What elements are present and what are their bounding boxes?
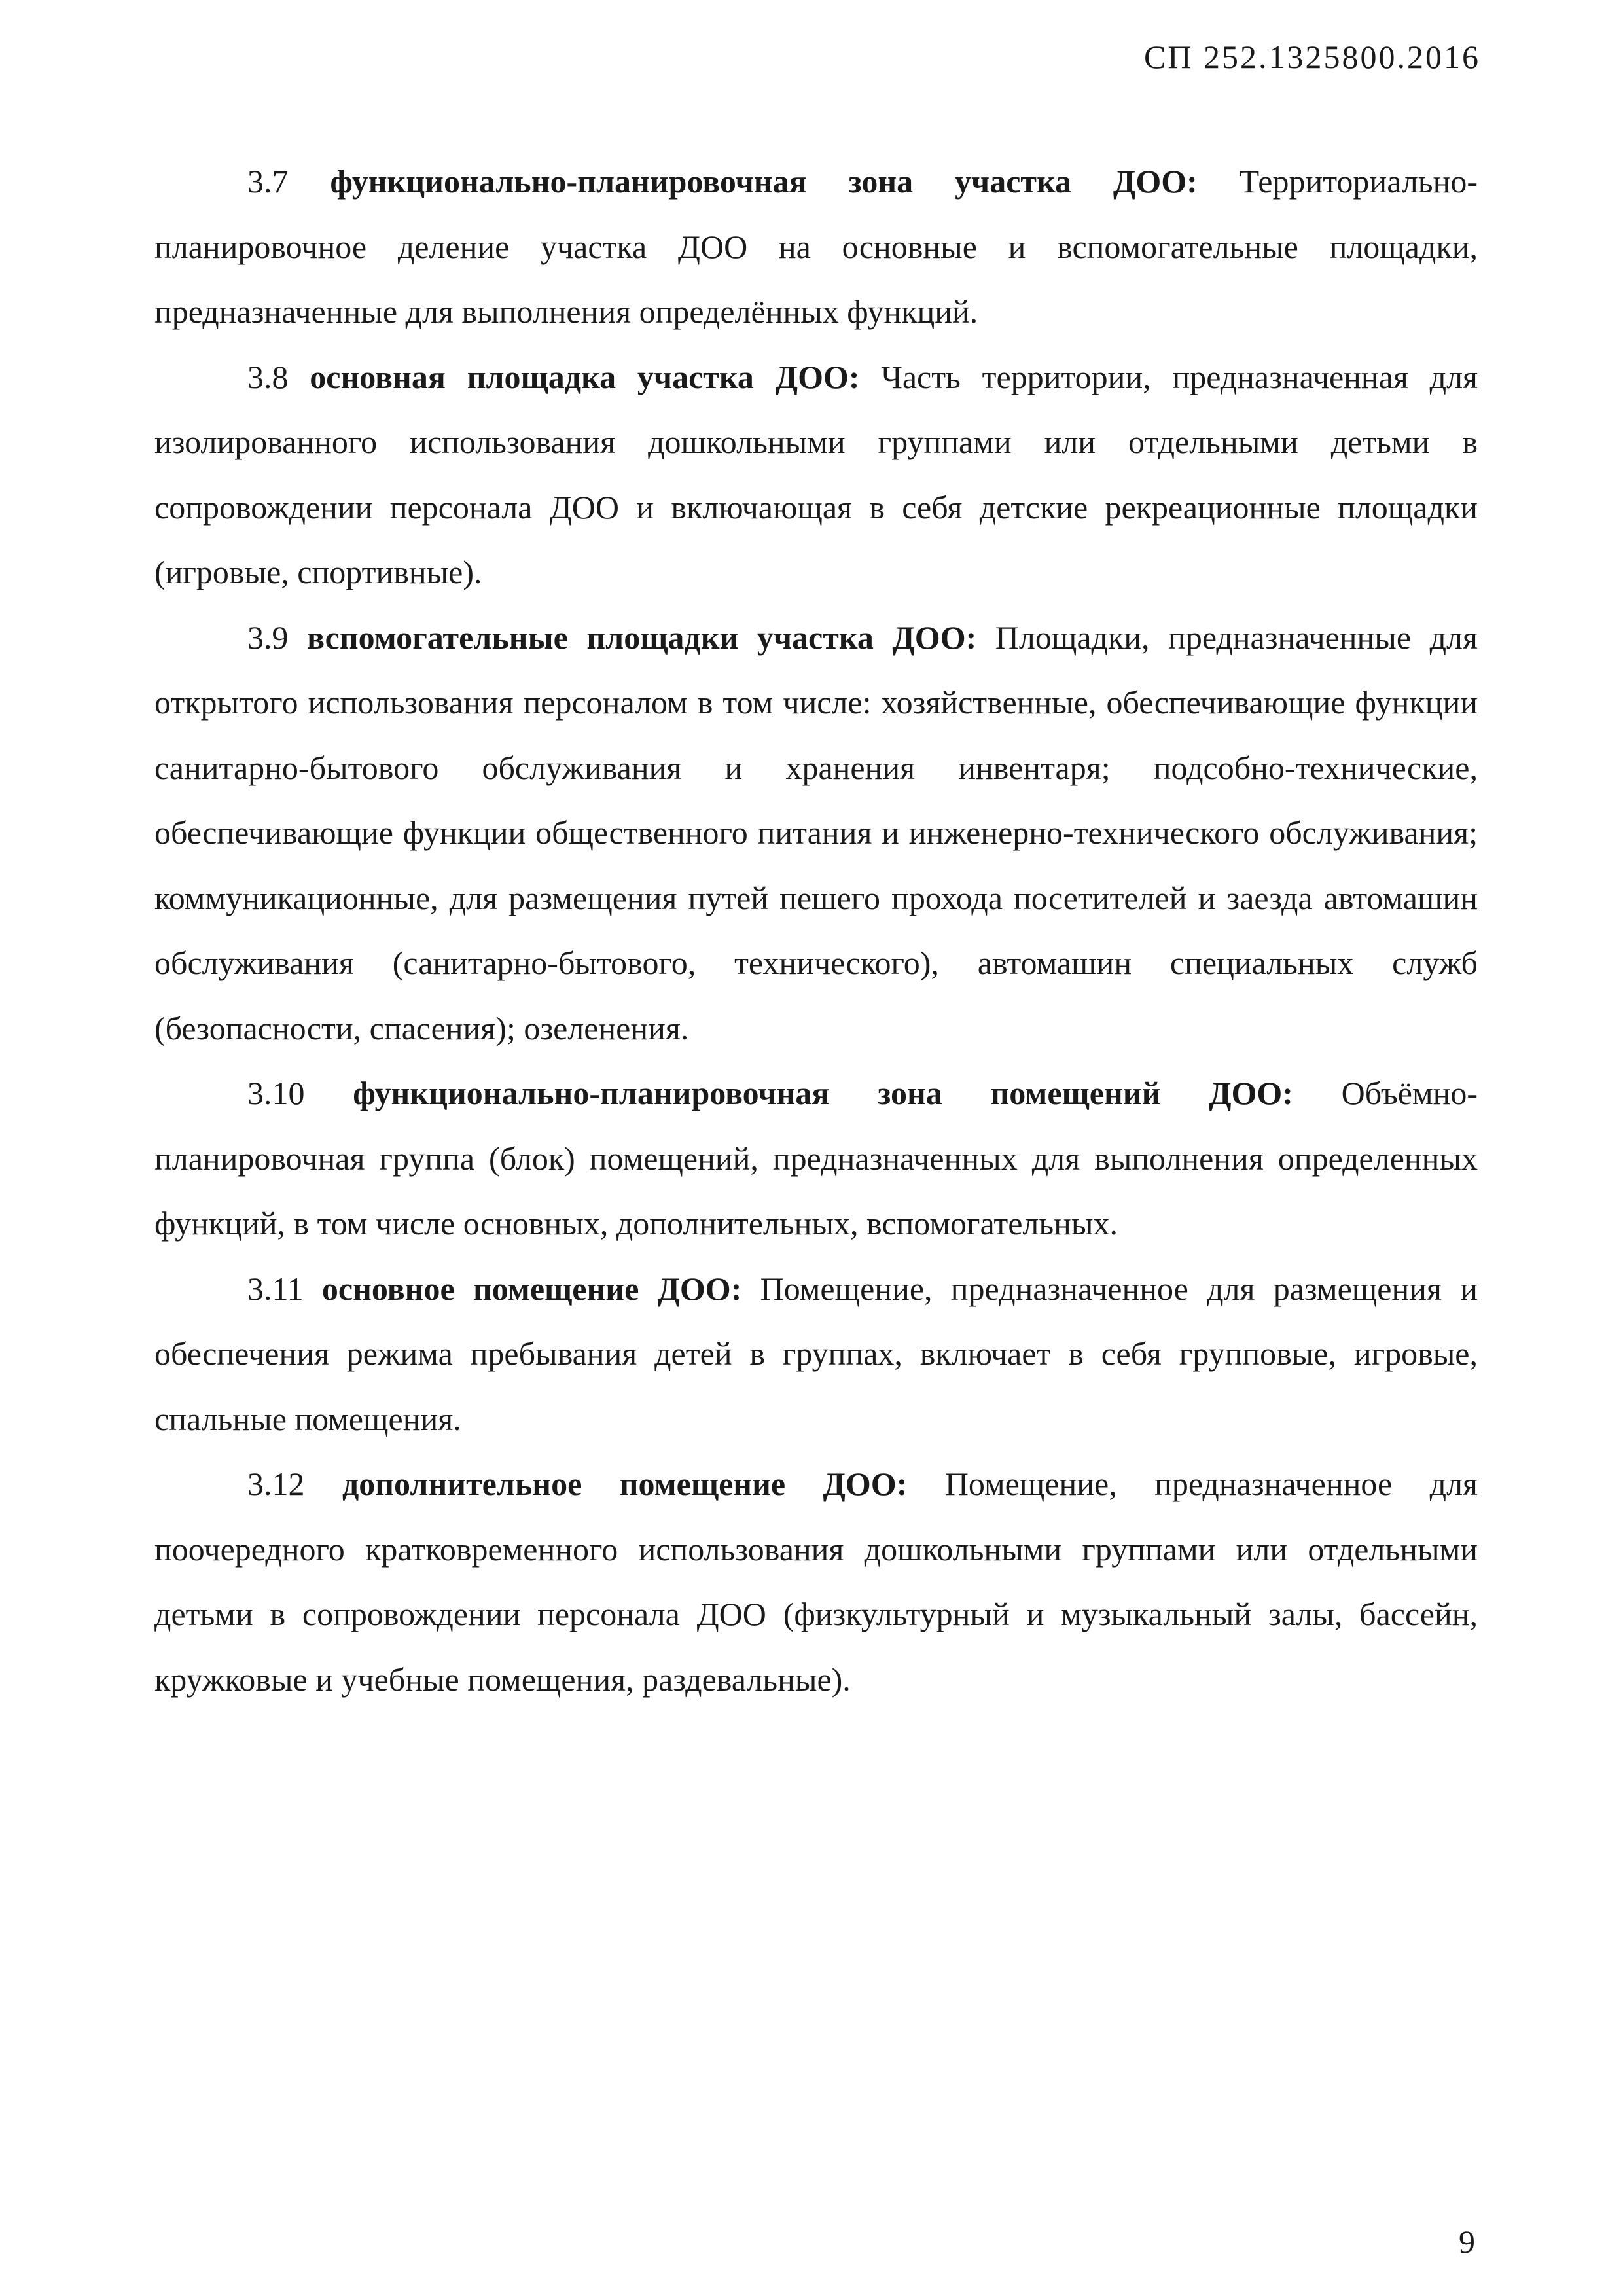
- term-number: 3.10: [247, 1075, 305, 1111]
- term-3-7: [154, 149, 1478, 345]
- term-title: дополнительное помещение ДОО:: [342, 1465, 908, 1502]
- term-title: основная площадка участка ДОО:: [310, 358, 860, 395]
- term-3-12: [154, 1452, 1478, 1712]
- term-title: вспомогательные площадки участка ДОО:: [307, 619, 977, 656]
- term-definition: Часть территории, предназначенная для изолированного использования дошкольными группами или отдельными детьми в сопровождении персонала ДОО и включающая в себя детские рекреационные площадки (игровые, спортивные).: [154, 358, 1478, 590]
- term-definition: Территориально-планировочное деление участка ДОО на основные и вспомогательные площадки, предназначенные для выполнения определённых функций.: [154, 163, 1478, 330]
- page-number: 9: [1459, 2223, 1475, 2260]
- term-3-11: [154, 1257, 1478, 1452]
- term-title: функционально-планировочная зона участка ДОО:: [330, 163, 1198, 200]
- document-code: СП 252.1325800.2016: [1144, 39, 1480, 75]
- term-3-9: [154, 605, 1478, 1062]
- term-title: основное помещение ДОО:: [321, 1270, 742, 1307]
- term-number: 3.9: [247, 619, 289, 656]
- term-title: функционально-планировочная зона помещений ДОО:: [353, 1075, 1293, 1111]
- term-number: 3.12: [247, 1465, 305, 1502]
- term-number: 3.8: [247, 358, 289, 395]
- term-number: 3.11: [247, 1270, 304, 1307]
- term-definition: Помещение, предназначенное для размещения и обеспечения режима пребывания детей в группах, включает в себя групповые, игровые, спальные помещения.: [154, 1270, 1478, 1437]
- term-number: 3.7: [247, 163, 289, 200]
- term-3-8: [154, 345, 1478, 605]
- term-3-10: [154, 1061, 1478, 1257]
- terms-section: [154, 149, 1478, 1712]
- term-definition: Площадки, предназначенные для открытого использования персоналом в том числе: хозяйственные, обеспечивающие функции санитарно-бытового обслуживания и хранения инвентаря; подсобно-технические, обеспечивающие функции общественного питания и инженерно-технического обслуживания; коммуникационные, для размещения путей пешего прохода посетителей и заезда автомашин обслуживания (санитарно-бытового, технического), автомашин специальных служб (безопасности, спасения); озеленения.: [154, 619, 1478, 1047]
- term-definition: Помещение, предназначенное для поочередного кратковременного использования дошкольными группами или отдельными детьми в сопровождении персонала ДОО (физкультурный и музыкальный залы, бассейн, кружковые и учебные помещения, раздевальные).: [154, 1465, 1478, 1698]
- term-definition: Объёмно-планировочная группа (блок) помещений, предназначенных для выполнения определенных функций, в том числе основных, дополнительных, вспомогательных.: [154, 1075, 1478, 1242]
